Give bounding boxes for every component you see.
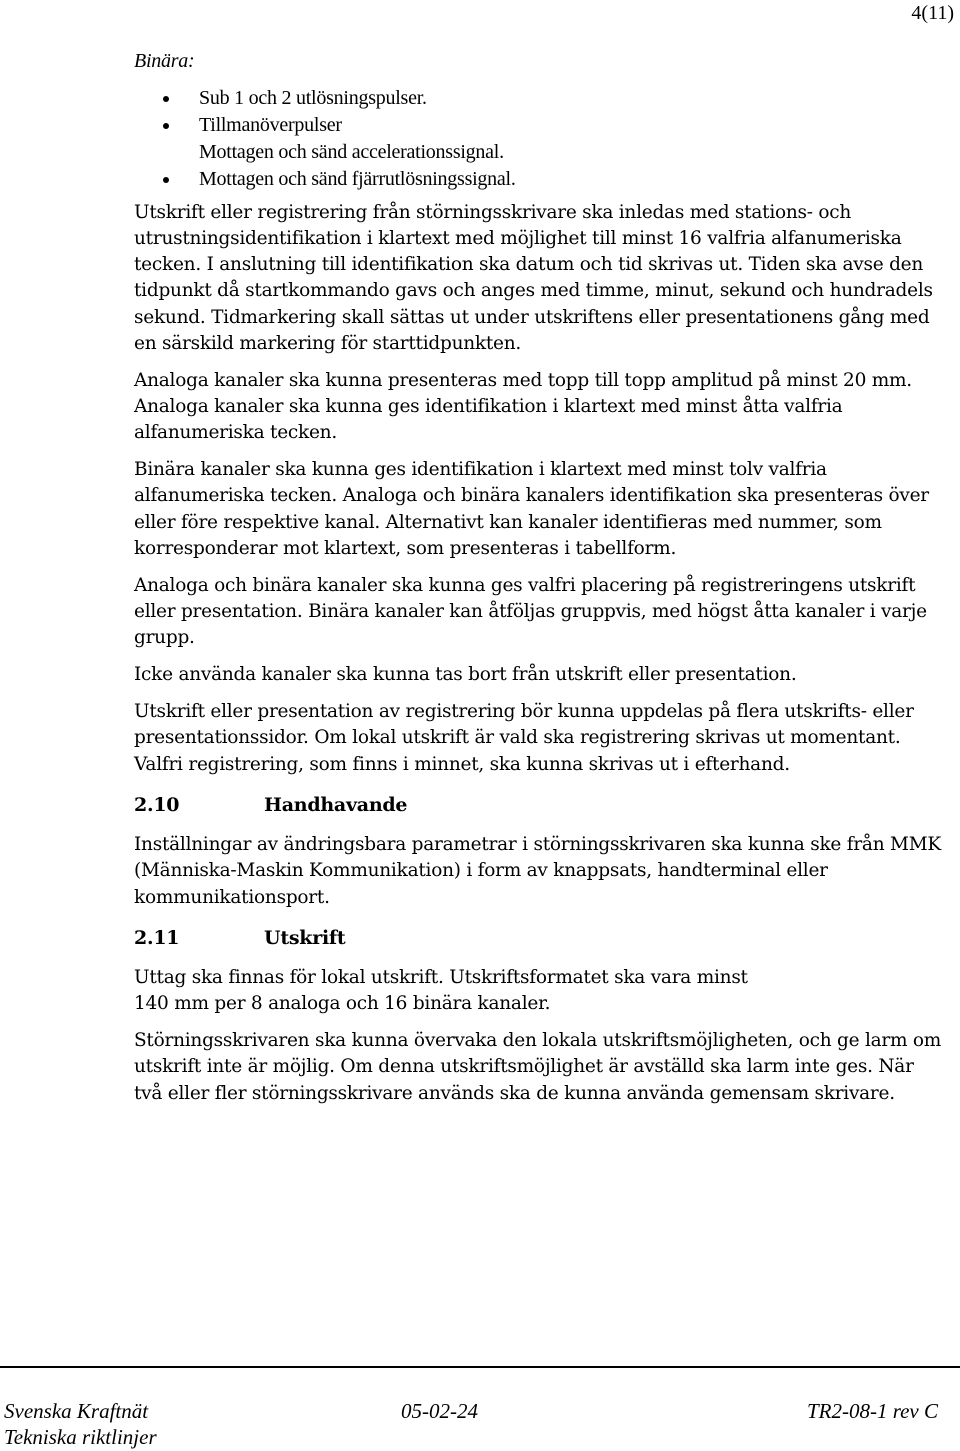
footer-organization: Svenska Kraftnät (4, 1399, 149, 1423)
bullet-icon (163, 96, 169, 102)
paragraph: Störningsskrivaren ska kunna övervaka den lokala utskriftsmöjligheten, och ge larm om utskrift inte är möjlig. Om denna utskriftsmöjlighet är avställd ska larm inte ges. När två eller fler störningsskrivare används ska de kunna använda gemensam skrivare. (134, 1029, 942, 1104)
footer-date: 05-02-24 (401, 1399, 478, 1423)
bullet-icon (163, 123, 169, 129)
paragraph: Utskrift eller registrering från störningsskrivare ska inledas med stations- och utrustningsidentifikation i klartext med möjlighet till minst 16 valfria alfanumeriska tecken. I anslutning till identifikation ska datum och tid skrivas ut. Tiden ska avse den tidpunkt då startkommando gavs och anges med timme, minut, sekund och hundradels sekund. Tidmarkering skall sättas ut under utskriftens eller presentationens gång med en särskild markering för starttidpunkten. (134, 201, 933, 354)
footer-reference: TR2-08-1 rev C (806, 1399, 938, 1423)
paragraph: Utskrift eller presentation av registrering bör kunna uppdelas på flera utskrifts- eller presentationssidor. Om lokal utskrift är vald ska registrering skrivas ut momentant. Valfri registrering, som finns i minnet, ska kunna skrivas ut i efterhand. (134, 701, 914, 775)
section-heading-utskrift: 2.11 Utskrift (134, 926, 346, 949)
list-item: Tillmanöverpulser (134, 112, 944, 139)
paragraph: Binära kanaler ska kunna ges identifikation i klartext med minst tolv valfria alfanumeriska tecken. Analoga och binära kanalers identifikation ska presenteras över eller före respektive kanal. Alternativt kan kanaler identifieras med nummer, som korresponderar mot klartext, som presenteras i tabellform. (134, 459, 929, 560)
footer-divider (0, 1366, 960, 1368)
paragraph: Icke använda kanaler ska kunna tas bort från utskrift eller presentation. (134, 664, 797, 686)
list-item: Sub 1 och 2 utlösningspulser. (134, 85, 944, 112)
binary-signal-list (134, 85, 944, 193)
section-heading-handhavande: 2.10 Handhavande (134, 793, 408, 816)
paragraph: Inställningar av ändringsbara parametrar i störningsskrivaren ska kunna ske från MMK (Människa-Maskin Kommunikation) i form av knappsats, handterminal eller kommunikationsport. (134, 833, 941, 908)
paragraph: Analoga och binära kanaler ska kunna ges valfri placering på registreringens utskrift eller presentation. Binära kanaler kan åtföljas gruppvis, med högst åtta kanaler i varje grupp. (134, 574, 927, 649)
paragraph: Analoga kanaler ska kunna presenteras med topp till topp amplitud på minst 20 mm. Analoga kanaler ska kunna ges identifikation i klartext med minst åtta valfria alfanumeriska tecken. (134, 369, 912, 444)
bullet-icon (163, 177, 169, 183)
list-item-continuation: Mottagen och sänd accelerationssignal. (199, 140, 504, 163)
paragraph: Uttag ska finnas för lokal utskrift. Utskriftsformatet ska vara minst 140 mm per 8 analoga och 16 binära kanaler. (134, 966, 748, 1015)
binary-subheading: Binära: (134, 50, 195, 72)
page-number: 4(11) (911, 2, 954, 24)
list-item: Mottagen och sänd fjärrutlösningssignal. (134, 166, 944, 193)
document-body (134, 48, 944, 1117)
footer-document-type: Tekniska riktlinjer (4, 1425, 157, 1449)
